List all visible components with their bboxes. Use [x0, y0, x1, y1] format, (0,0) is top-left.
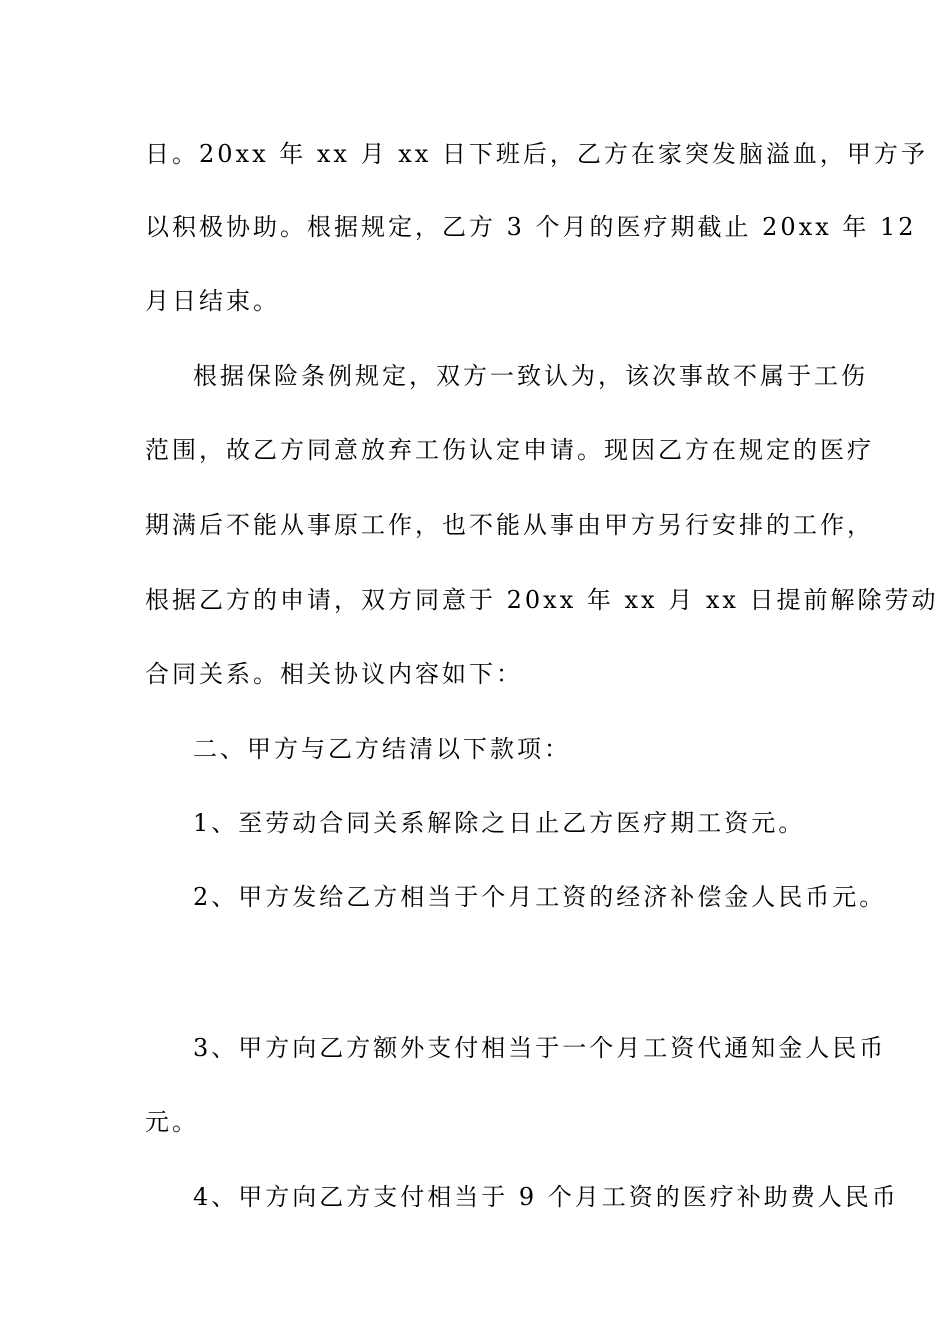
paragraph-line: 合同关系。相关协议内容如下：	[145, 660, 523, 688]
paragraph-line: 根据乙方的申请，双方同意于 20xx 年 xx 月 xx 日提前解除劳动	[145, 586, 939, 614]
paragraph-line: 月日结束。	[145, 287, 280, 315]
list-item: 2、甲方发给乙方相当于个月工资的经济补偿金人民币元。	[193, 883, 887, 911]
list-item: 1、至劳动合同关系解除之日止乙方医疗期工资元。	[193, 809, 806, 837]
paragraph-line: 期满后不能从事原工作，也不能从事由甲方另行安排的工作，	[145, 511, 874, 539]
paragraph-line: 日。20xx 年 xx 月 xx 日下班后，乙方在家突发脑溢血，甲方予	[145, 140, 928, 168]
paragraph-line: 根据保险条例规定，双方一致认为，该次事故不属于工伤	[193, 362, 868, 390]
paragraph-line: 范围，故乙方同意放弃工伤认定申请。现因乙方在规定的医疗	[145, 436, 874, 464]
section-heading: 二、甲方与乙方结清以下款项：	[193, 735, 571, 763]
paragraph-line: 以积极协助。根据规定，乙方 3 个月的医疗期截止 20xx 年 12	[145, 213, 917, 241]
list-item: 4、甲方向乙方支付相当于 9 个月工资的医疗补助费人民币	[193, 1183, 899, 1211]
list-item: 3、甲方向乙方额外支付相当于一个月工资代通知金人民币	[193, 1034, 887, 1062]
list-item-continuation: 元。	[145, 1108, 199, 1136]
